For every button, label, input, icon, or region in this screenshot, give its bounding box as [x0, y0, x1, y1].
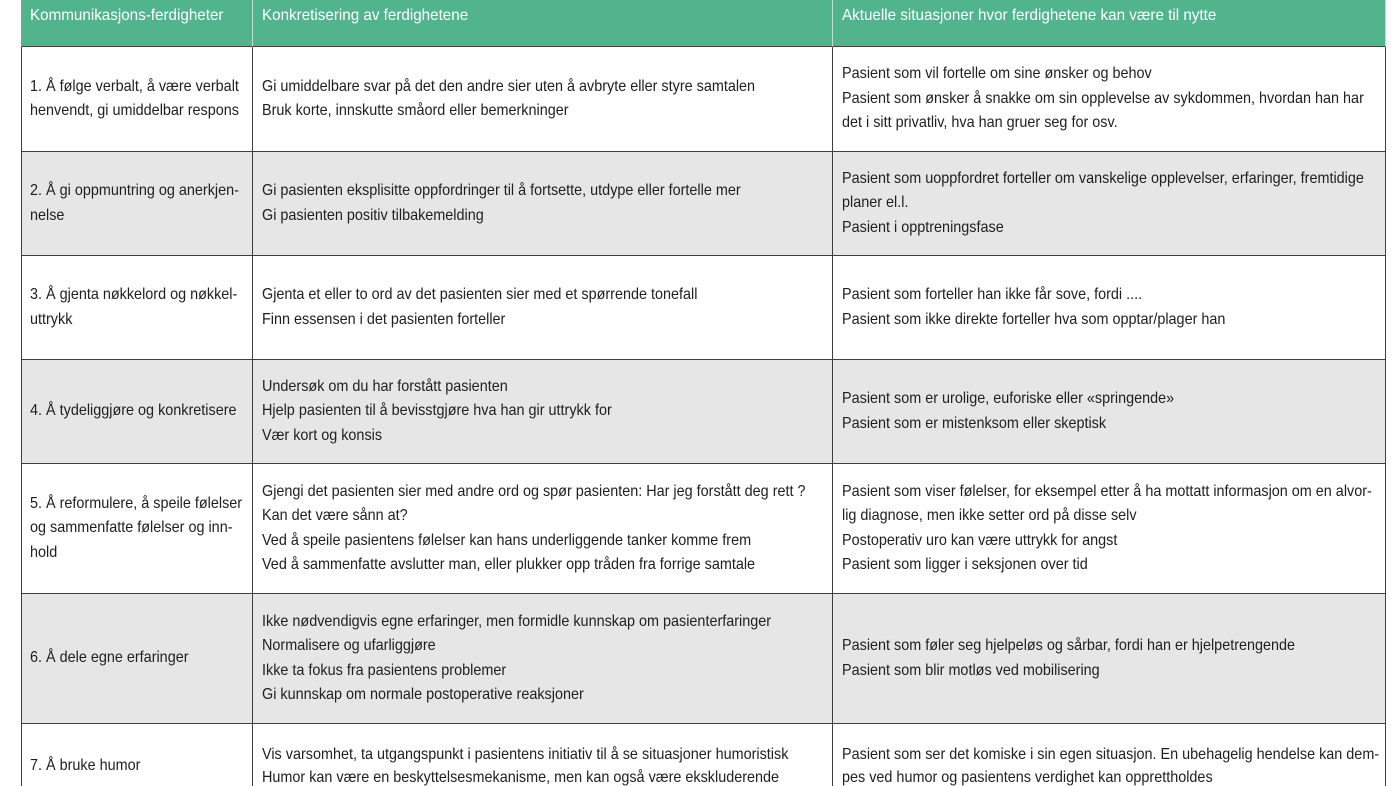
skill-text-line: 7. Å bruke humor	[30, 757, 141, 774]
concretization-line: Humor kan være en beskyttelsesmekanisme, men kan også være ekskluderende	[262, 769, 780, 786]
concretization-line: Gi kunnskap om normale postoperative reaksjoner	[262, 686, 584, 703]
concretization-line: Vær kort og konsis	[262, 426, 383, 444]
situation-line: planer el.l.	[842, 194, 909, 212]
situation-line: Pasient som ikke direkte forteller hva som opptar/plager han	[842, 310, 1226, 328]
concretization-line: Ved å sammenfatte avslutter man, eller plukker opp tråden fra forrige samtale	[262, 556, 756, 573]
skill-text-line: 5. Å reformulere, å speile følelser	[30, 494, 243, 512]
concretization-line: Gi pasienten eksplisitte oppfordringer til å fortsette, utdype eller fortelle mer	[262, 182, 741, 199]
situation-line: Pasient som ønsker å snakke om sin opplevelse av sykdommen, hvordan han har	[842, 89, 1364, 107]
table-row	[21, 360, 1386, 464]
situation-line: Pasient som forteller han ikke får sove, fordi ....	[842, 286, 1143, 303]
table-row	[21, 594, 1386, 724]
concretization-line: Gjengi det pasienten sier med andre ord og spør pasienten: Har jeg forstått deg rett ?	[262, 482, 806, 500]
header-situations-label: Aktuelle situasjoner hvor ferdighetene kan være til nytte	[842, 7, 1217, 24]
concretization-line: Hjelp pasienten til å bevisstgjøre hva han gir uttrykk for	[262, 402, 612, 420]
table-row	[21, 256, 1386, 360]
header-skills-cell	[21, 0, 253, 47]
skill-cell	[21, 360, 253, 464]
concretization-cell	[253, 256, 833, 360]
concretization-cell	[253, 464, 833, 594]
concretization-line: Kan det være sånn at?	[262, 507, 408, 524]
header-concretization-label: Konkretisering av ferdighetene	[262, 7, 469, 24]
skill-text-line: uttrykk	[30, 310, 73, 328]
situation-line: Pasient som viser følelser, for eksempel etter å ha mottatt informasjon om en alvor-	[842, 482, 1372, 500]
concretization-line: Finn essensen i det pasienten forteller	[262, 310, 506, 328]
situation-line: pes ved humor og pasientens verdighet kan opprettholdes	[842, 769, 1213, 786]
concretization-line: Bruk korte, innskutte småord eller bemerkninger	[262, 102, 569, 119]
header-row	[21, 0, 1386, 47]
concretization-line: Ved å speile pasientens følelser kan hans underliggende tanker komme frem	[262, 531, 752, 549]
situation-line: Pasient som føler seg hjelpeløs og sårbar, fordi han er hjelpetrengende	[842, 637, 1296, 654]
situations-cell	[833, 360, 1386, 464]
skill-text-line: henvendt, gi umiddelbar respons	[30, 102, 239, 119]
concretization-cell	[253, 360, 833, 464]
skill-text-line: 3. Å gjenta nøkkelord og nøkkel-	[30, 286, 238, 303]
situation-line: Pasient i opptreningsfase	[842, 218, 1004, 236]
situation-line: det i sitt privatliv, hva han gruer seg for osv.	[842, 114, 1118, 132]
skill-text-line: 4. Å tydeliggjøre og konkretisere	[30, 402, 237, 420]
skill-text-line: 1. Å følge verbalt, å være verbalt	[30, 77, 239, 95]
situation-line: Pasient som er urolige, euforiske eller «springende»	[842, 390, 1175, 407]
concretization-cell	[253, 152, 833, 256]
situation-line: Postoperativ uro kan være uttrykk for angst	[842, 531, 1118, 549]
situations-cell	[833, 464, 1386, 594]
situation-line: Pasient som vil fortelle om sine ønsker og behov	[842, 65, 1152, 83]
concretization-line: Ikke nødvendigvis egne erfaringer, men formidle kunnskap om pasienterfaringer	[262, 612, 772, 630]
situation-line: Pasient som uoppfordret forteller om vanskelige opplevelser, erfaringer, fremtidige	[842, 169, 1364, 187]
skill-cell	[21, 594, 253, 724]
situations-cell	[833, 724, 1386, 786]
table-row	[21, 152, 1386, 256]
table-row	[21, 464, 1386, 594]
skill-text-line: og sammenfatte følelser og inn-	[30, 519, 233, 537]
table-row	[21, 724, 1386, 786]
concretization-line: Gjenta et eller to ord av det pasienten sier med et spørrende tonefall	[262, 286, 698, 303]
situations-cell	[833, 47, 1386, 152]
situations-cell	[833, 152, 1386, 256]
skill-cell	[21, 152, 253, 256]
communication-skills-table	[21, 0, 1386, 786]
skill-text-line: 2. Å gi oppmuntring og anerkjen-	[30, 182, 239, 199]
skill-text-line: 6. Å dele egne erfaringer	[30, 649, 189, 667]
table-row	[21, 47, 1386, 152]
concretization-line: Undersøk om du har forstått pasienten	[262, 377, 508, 395]
situation-line: Pasient som ser det komiske i sin egen situasjon. En ubehagelig hendelse kan dem-	[842, 746, 1380, 763]
situations-cell	[833, 256, 1386, 360]
concretization-cell	[253, 724, 833, 786]
skill-text-line: hold	[30, 543, 58, 561]
concretization-line: Ikke ta fokus fra pasientens problemer	[262, 661, 507, 679]
situation-line: Pasient som ligger i seksjonen over tid	[842, 556, 1088, 573]
concretization-line: Vis varsomhet, ta utgangspunkt i pasientens initiativ til å se situasjoner humoristisk	[262, 746, 789, 763]
concretization-line: Gi umiddelbare svar på det den andre sier uten å avbryte eller styre samtalen	[262, 77, 756, 95]
situation-line: Pasient som blir motløs ved mobilisering	[842, 661, 1100, 679]
skill-cell	[21, 464, 253, 594]
header-skills-label: Kommunikasjons-ferdigheter	[30, 7, 224, 24]
situations-cell	[833, 594, 1386, 724]
concretization-line: Normalisere og ufarliggjøre	[262, 637, 436, 654]
skill-text-line: nelse	[30, 206, 65, 224]
skill-cell	[21, 47, 253, 152]
header-concretization-cell	[253, 0, 833, 47]
header-situations-cell	[833, 0, 1386, 47]
concretization-line: Gi pasienten positiv tilbakemelding	[262, 206, 484, 224]
concretization-cell	[253, 594, 833, 724]
skill-cell	[21, 724, 253, 786]
concretization-cell	[253, 47, 833, 152]
skill-cell	[21, 256, 253, 360]
situation-line: Pasient som er mistenksom eller skeptisk	[842, 414, 1107, 432]
situation-line: lig diagnose, men ikke setter ord på disse selv	[842, 507, 1137, 524]
